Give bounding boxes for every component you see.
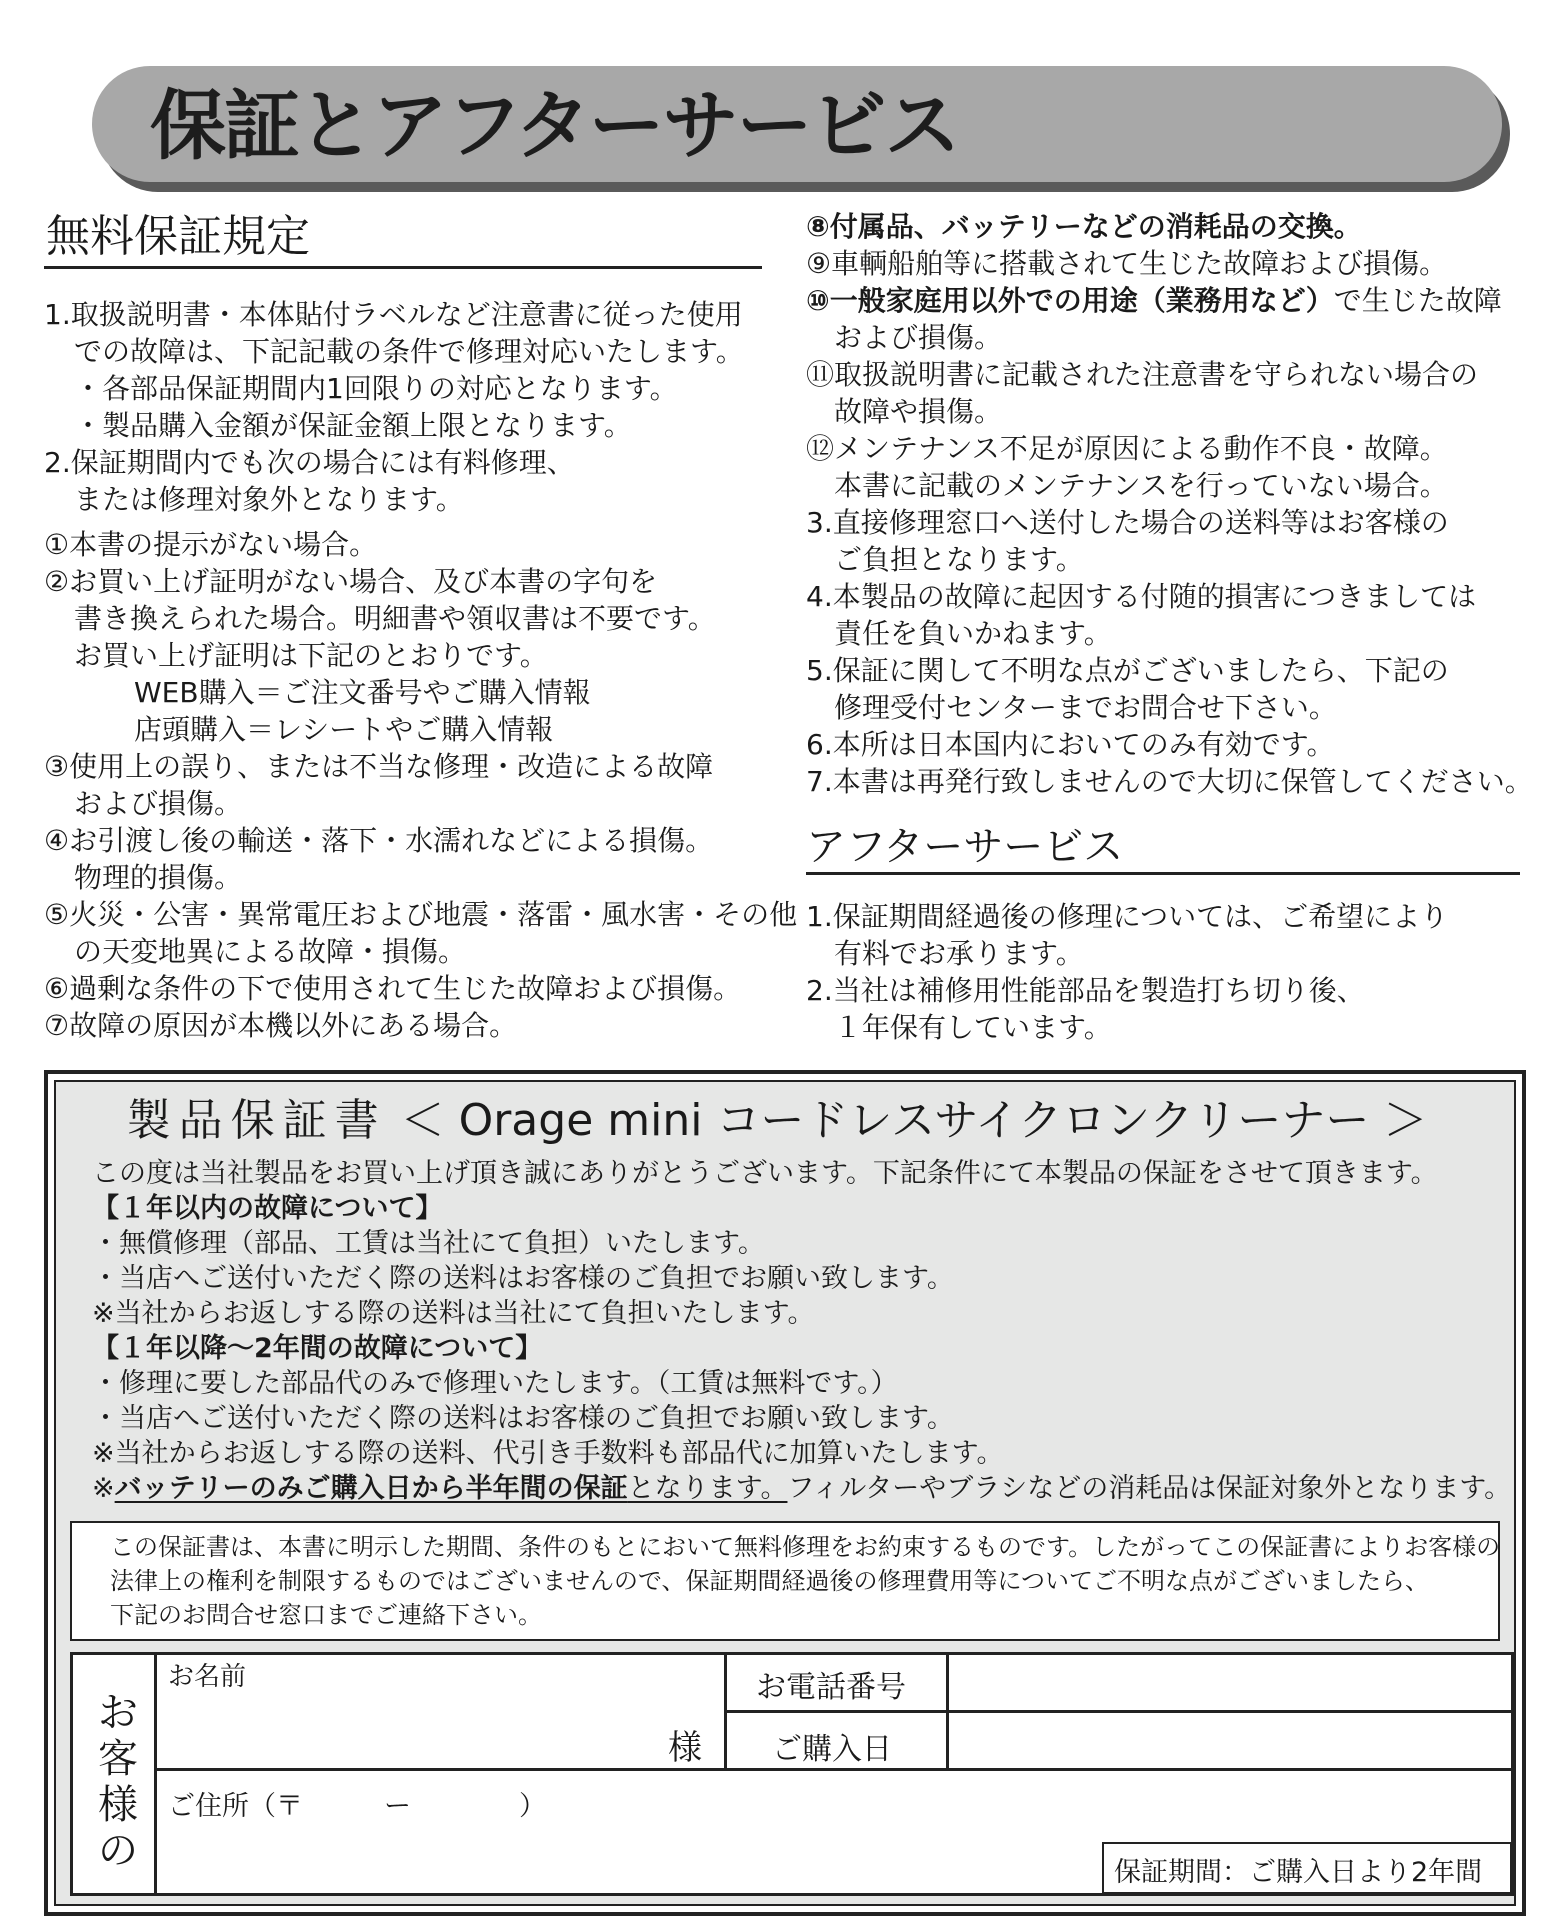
phone-field[interactable]: [950, 1656, 1510, 1708]
rule-line: ご負担となります。: [834, 543, 1084, 576]
service-line: 2.当社は補修用性能部品を製造打ち切り後、: [806, 974, 1365, 1007]
rule-line: での故障は、下記記載の条件で修理対応いたします。: [74, 335, 744, 368]
battery-warranty-line: ※バッテリーのみご購入日から半年間の保証となります。フィルターやブラシなどの消耗品は保証対象外となります。: [92, 1473, 1512, 1504]
rule-line: ③使用上の誤り、または不当な修理・改造による故障: [44, 750, 714, 783]
warranty-line: ・修理に要した部品代のみで修理いたします。（工賃は無料です。）: [92, 1368, 898, 1399]
rule-line: 6.本所は日本国内においてのみ有効です。: [806, 728, 1335, 761]
after-service-title: アフターサービス: [806, 824, 1124, 870]
free-warranty-right-column: [806, 208, 1533, 800]
rule-line: および損傷。: [74, 787, 243, 820]
customer-table-divider: [724, 1710, 1514, 1713]
rule-line: および損傷。: [834, 321, 1003, 354]
rule-line: WEB購入＝ご注文番号やご購入情報: [134, 676, 591, 709]
rule-line: 4.本製品の故障に起因する付随的損害につきましては: [806, 580, 1477, 613]
warranty-period: 保証期間：ご購入日より2年間: [1114, 1857, 1483, 1888]
name-label: お名前: [168, 1662, 247, 1692]
rule-line: ・各部品保証期間内1回限りの対応となります。: [74, 372, 678, 405]
warranty-section-1-title: 【１年以内の故障について】: [92, 1193, 443, 1224]
rule-line: 1.取扱説明書・本体貼付ラベルなど注意書に従った使用: [44, 298, 743, 331]
warranty-intro: この度は当社製品をお買い上げ頂き誠にありがとうございます。下記条件にて本製品の保証をさせて頂きます。: [92, 1158, 1438, 1189]
free-warranty-left-column: [44, 296, 797, 1044]
service-line: 有料でお承ります。: [834, 937, 1084, 970]
rule-line: 修理受付センターまでお問合せ下さい。: [834, 691, 1337, 724]
honorific-label: 様: [668, 1728, 702, 1768]
warranty-notice-text: この保証書は、本書に明示した期間、条件のもとにおいて無料修理をお約束するものです。したがってこの保証書によりお客様の 法律上の権利を制限するものではございませんので、保証期間経過後の修理費用等についてご不明な点がございましたら、 下記のお問合せ窓口までご連絡下さい。: [110, 1533, 1501, 1629]
service-line: １年保有しています。: [834, 1011, 1112, 1044]
warranty-card-product: ＜ Orage mini コードレスサイクロンクリーナー ＞: [400, 1095, 1428, 1146]
free-warranty-title: 無料保証規定: [46, 211, 310, 262]
customer-table-divider: [154, 1768, 1514, 1771]
rule-line: ①本書の提示がない場合。: [44, 528, 378, 561]
after-service-list: [806, 898, 1448, 1046]
rule-line: ⑦故障の原因が本機以外にある場合。: [44, 1009, 518, 1042]
page-title: 保証とアフターサービス: [150, 81, 959, 170]
battery-warranty-emphasis: バッテリーのみご購入日から半年間の保証: [114, 1473, 628, 1504]
rule-line: 書き換えられた場合。明細書や領収書は不要です。: [74, 602, 716, 635]
phone-label: お電話番号: [756, 1670, 906, 1705]
warranty-line: ※当社からお返しする際の送料、代引き手数料も部品代に加算いたします。: [92, 1438, 1004, 1469]
rule-line: 故障や損傷。: [834, 395, 1003, 428]
rule-line: ⑤火災・公害・異常電圧および地震・落雷・風水害・その他: [44, 898, 798, 931]
free-warranty-rule: [44, 266, 762, 269]
rule-line: 5.保証に関して不明な点がございましたら、下記の: [806, 654, 1449, 687]
rule-line: ⑨車輌船舶等に搭載されて生じた故障および損傷。: [806, 247, 1448, 280]
rule-line: ④お引渡し後の輸送・落下・水濡れなどによる損傷。: [44, 824, 714, 857]
warranty-card-body: [92, 1156, 1511, 1506]
warranty-line: ・無償修理（部品、工賃は当社にて負担）いたします。: [92, 1228, 765, 1259]
rule-line: または修理対象外となります。: [74, 483, 464, 516]
rule-line: ⑫メンテナンス不足が原因による動作不良・故障。: [806, 432, 1448, 465]
warranty-line: ※当社からお返しする際の送料は当社にて負担いたします。: [92, 1298, 815, 1329]
rule-line: ⑩一般家庭用以外での用途（業務用など）で生じた故障: [806, 284, 1502, 317]
warranty-card-title-jp: 製品保証書: [126, 1095, 387, 1146]
rule-line: 責任を負いかねます。: [834, 617, 1112, 650]
warranty-line: ・当店へご送付いただく際の送料はお客様のご負担でお願い致します。: [92, 1403, 954, 1434]
name-field[interactable]: [160, 1690, 720, 1764]
rule-line: お買い上げ証明は下記のとおりです。: [74, 639, 548, 672]
rule-line: 7.本書は再発行致しませんので大切に保管してください。: [806, 765, 1533, 798]
purchase-date-label: ご購入日: [772, 1732, 892, 1767]
address-label: ご住所（〒 ー ）: [168, 1791, 546, 1822]
warranty-card-title: [0, 1094, 1554, 1148]
address-field[interactable]: [160, 1820, 1090, 1890]
rule-line: ②お買い上げ証明がない場合、及び本書の字句を: [44, 565, 658, 598]
rule-line-bold: ⑩一般家庭用以外での用途（業務用など）: [806, 284, 1334, 317]
purchase-date-field[interactable]: [950, 1714, 1510, 1766]
rule-line: の天変地異による故障・損傷。: [74, 935, 467, 968]
rule-line: ⑥過剰な条件の下で使用されて生じた故障および損傷。: [44, 972, 742, 1005]
rule-line: 3.直接修理窓口へ送付した場合の送料等はお客様の: [806, 506, 1449, 539]
rule-line: 本書に記載のメンテナンスを行っていない場合。: [834, 469, 1448, 502]
warranty-line: ・当店へご送付いただく際の送料はお客様のご負担でお願い致します。: [92, 1263, 954, 1294]
service-line: 1.保証期間経過後の修理については、ご希望により: [806, 900, 1449, 933]
rule-line: 物理的損傷。: [74, 861, 243, 894]
rule-line: ・製品購入金額が保証金額上限となります。: [74, 409, 632, 442]
after-service-rule: [806, 872, 1520, 875]
rule-line: 店頭購入＝レシートやご購入情報: [134, 713, 554, 746]
rule-line: ⑧付属品、バッテリーなどの消耗品の交換。: [806, 210, 1362, 243]
rule-line: 2.保証期間内でも次の場合には有料修理、: [44, 446, 575, 479]
customer-table-divider: [154, 1652, 157, 1896]
warranty-section-2-title: 【１年以降～2年間の故障について】: [92, 1333, 543, 1364]
rule-line: ⑪取扱説明書に記載された注意書を守られない場合の: [806, 358, 1479, 391]
customer-vertical-label: お 客 様 の: [98, 1690, 138, 1874]
